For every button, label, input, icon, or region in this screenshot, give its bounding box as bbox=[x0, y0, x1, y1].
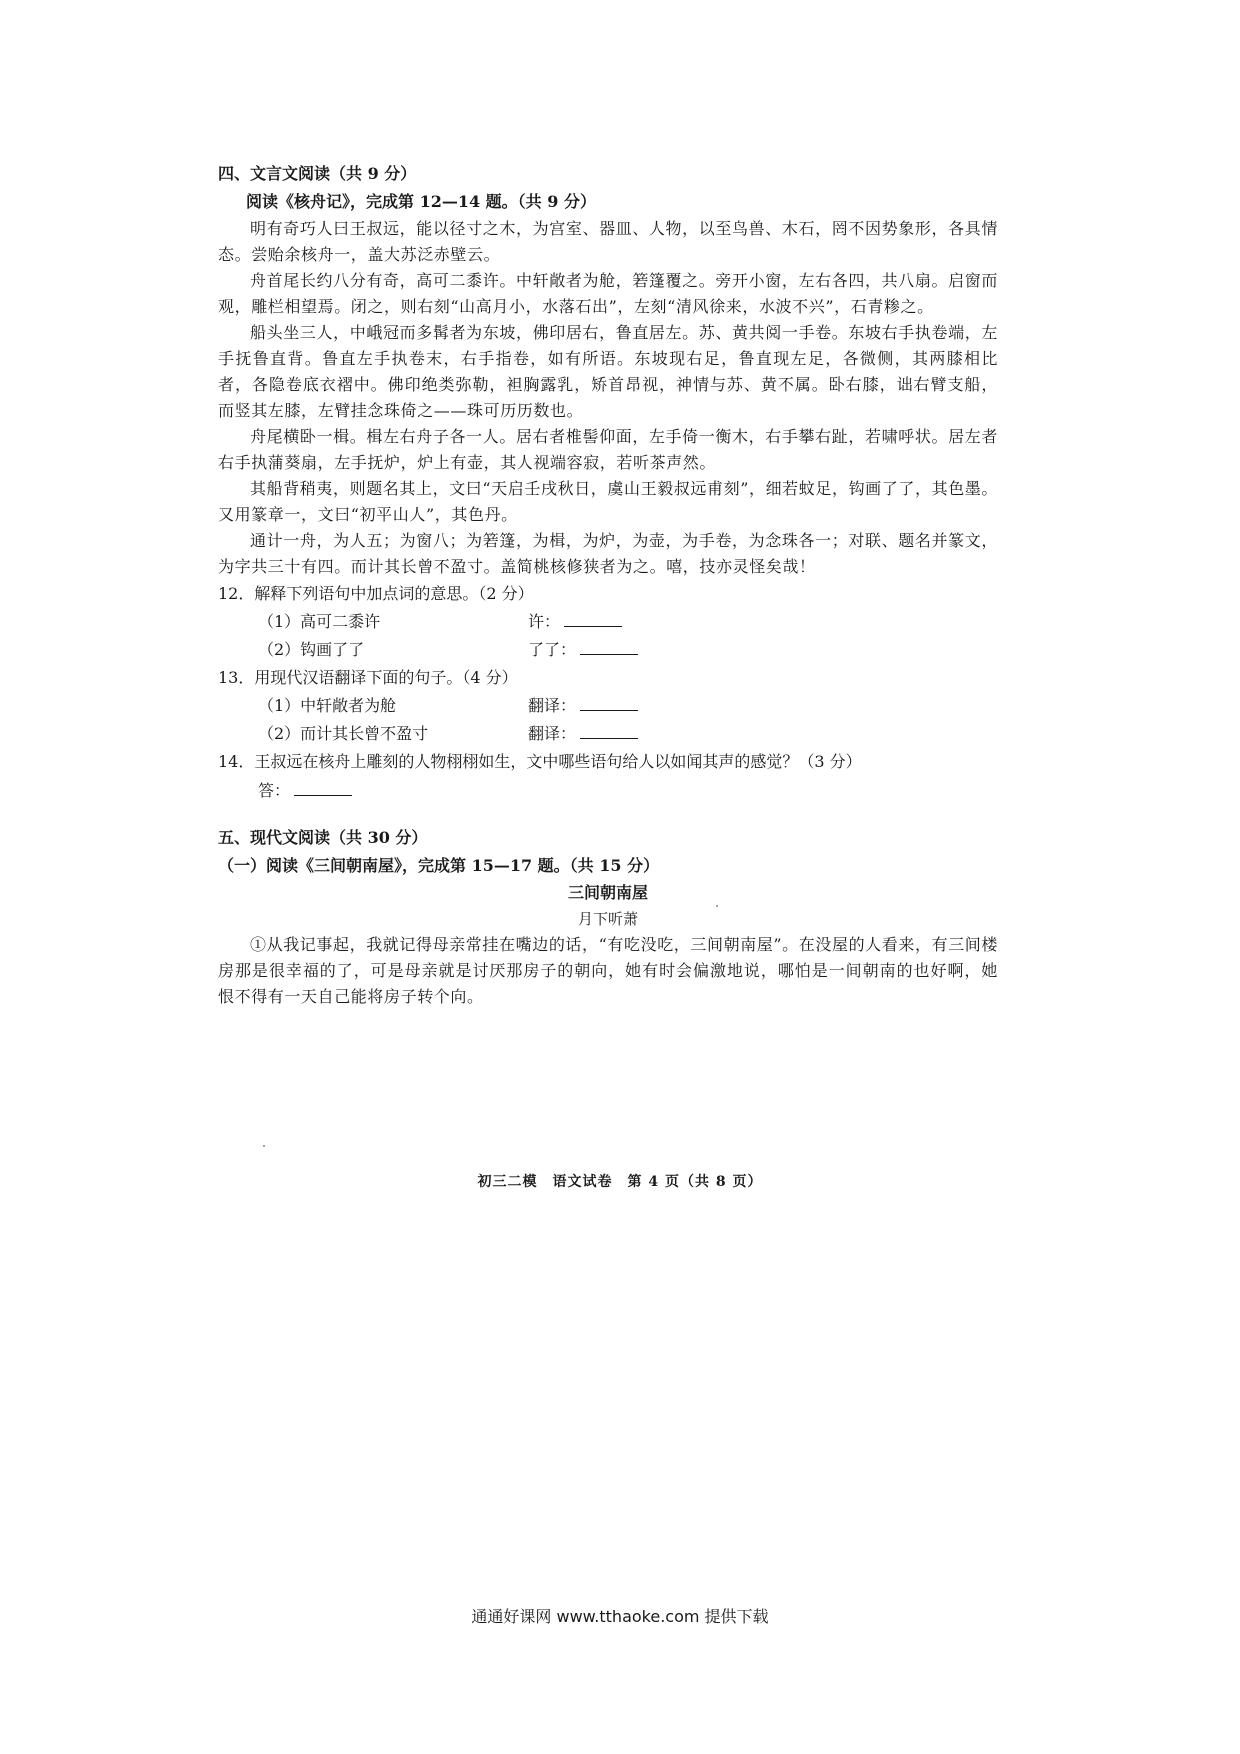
passage-paragraph-1: 明有奇巧人曰王叔远，能以径寸之木，为宫室、器皿、人物，以至鸟兽、木石，罔不因势象形，各具情态。尝贻余核舟一，盖大苏泛赤壁云。 bbox=[218, 219, 998, 264]
question-12-item-1-phrase: （1）高可二黍许 bbox=[258, 612, 381, 631]
answer-blank[interactable] bbox=[294, 781, 352, 796]
section-heading-classical: 四、文言文阅读（共 9 分） bbox=[218, 164, 417, 183]
question-13-item-1-sentence: （1）中轩敞者为舱 bbox=[258, 696, 397, 715]
passage-paragraph-3: 船头坐三人，中峨冠而多髯者为东坡，佛印居右，鲁直居左。苏、黄共阅一手卷。东坡右手执卷端，左手抚鲁直背。鲁直左手执卷末，右手指卷，如有所语。东坡现右足，鲁直现左足，各微侧，其两膝相比者，各隐卷底衣褶中。佛印绝类弥勒，袒胸露乳，矫首昂视，神情与苏、黄不属。卧右膝，诎右臂支船，而竖其左膝，左臂挂念珠倚之——珠可历历数也。 bbox=[218, 323, 998, 420]
question-14: 14．王叔远在核舟上雕刻的人物栩栩如生，文中哪些语句给人以如闻其声的感觉？（3 分） bbox=[218, 752, 862, 771]
page-content bbox=[218, 160, 998, 1010]
question-14-answer bbox=[258, 776, 998, 806]
question-12: 12．解释下列语句中加点词的意思。（2 分） bbox=[218, 584, 534, 603]
question-13-item-2-sentence: （2）而计其长曾不盈寸 bbox=[258, 724, 429, 743]
passage-paragraph-4: 舟尾横卧一楫。楫左右舟子各一人。居右者椎髻仰面，左手倚一衡木，右手攀右趾，若啸呼状。居左者右手执蒲葵扇，左手抚炉，炉上有壶，其人视端容寂，若听茶声然。 bbox=[218, 427, 998, 472]
question-13-item-2 bbox=[258, 720, 998, 748]
question-12-item-1 bbox=[258, 608, 998, 636]
passage-paragraph-5: 其船背稍夷，则题名其上，文曰“天启壬戌秋日，虞山王毅叔远甫刻”，细若蚊足，钩画了了，其色墨。又用篆章一，文曰“初平山人”，其色丹。 bbox=[218, 479, 998, 524]
question-12-item-2 bbox=[258, 636, 998, 664]
exam-footer: 初三二模 语文试卷 第 4 页（共 8 页） bbox=[477, 1174, 763, 1190]
section-heading-modern: 五、现代文阅读（共 30 分） bbox=[218, 828, 428, 847]
article-author: 月下听萧 bbox=[577, 910, 638, 928]
passage-paragraph-6: 通计一舟，为人五；为窗八；为箬篷，为楫，为炉，为壶，为手卷，为念珠各一；对联、题名并篆文，为字共三十有四。而计其长曾不盈寸。盖简桃核修狭者为之。嘻，技亦灵怪矣哉！ bbox=[218, 531, 998, 576]
question-13-item-2-label: 翻译： bbox=[528, 724, 577, 743]
answer-blank[interactable] bbox=[580, 696, 638, 711]
reading-instruction-hezhouji: 阅读《核舟记》，完成第 12—14 题。（共 9 分） bbox=[246, 192, 596, 211]
question-12-item-1-label: 许： bbox=[528, 612, 561, 631]
question-14-answer-label: 答： bbox=[258, 781, 291, 800]
scan-speck bbox=[716, 905, 718, 907]
question-12-item-2-phrase: （2）钩画了了 bbox=[258, 640, 365, 659]
answer-blank[interactable] bbox=[580, 640, 638, 655]
reading-instruction-sanjian: （一）阅读《三间朝南屋》，完成第 15—17 题。（共 15 分） bbox=[218, 856, 660, 875]
article-paragraph-1: ①从我记事起，我就记得母亲常挂在嘴边的话，“有吃没吃，三间朝南屋”。在没屋的人看来，有三间楼房那是很幸福的了，可是母亲就是讨厌那房子的朝向，她有时会偏激地说，哪怕是一间朝南的也好啊，她恨不得有一天自己能将房子转个向。 bbox=[218, 935, 998, 1006]
passage-paragraph-2: 舟首尾长约八分有奇，高可二黍许。中轩敞者为舱，箬篷覆之。旁开小窗，左右各四，共八扇。启窗而观，雕栏相望焉。闭之，则右刻“山高月小，水落石出”，左刻“清风徐来，水波不兴”，石青糁之。 bbox=[218, 271, 998, 316]
answer-blank[interactable] bbox=[580, 724, 638, 739]
download-site-footer: 通通好课网 www.tthaoke.com 提供下载 bbox=[471, 1607, 769, 1626]
question-13-item-1 bbox=[258, 692, 998, 720]
question-12-item-2-label: 了了： bbox=[528, 640, 577, 659]
article-title: 三间朝南屋 bbox=[567, 883, 648, 902]
question-13: 13．用现代汉语翻译下面的句子。（4 分） bbox=[218, 668, 518, 687]
question-13-item-1-label: 翻译： bbox=[528, 696, 577, 715]
scan-speck bbox=[263, 1145, 265, 1147]
answer-blank[interactable] bbox=[564, 612, 622, 627]
